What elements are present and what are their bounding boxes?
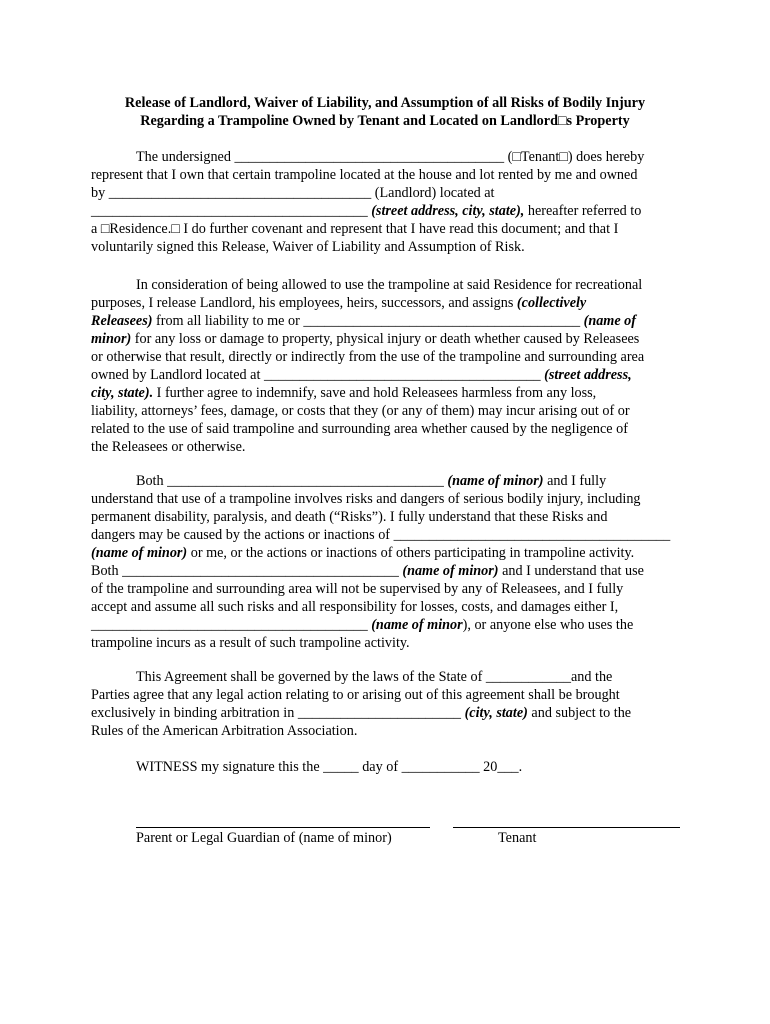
field-hint: (name of minor) [402,563,499,579]
paragraph-line: liability, attorneys’ fees, damage, or costs that they (or any of them) may incur arising out of or [91,403,630,419]
paragraph-line [91,330,691,348]
field-hint: city, state). [91,385,154,401]
guardian-signature-line[interactable] [136,827,430,828]
paragraph-line: trampoline incurs as a result of such trampoline activity. [91,635,410,651]
text-run: Both _______________________________________ [136,473,448,489]
field-hint: (name of minor [371,617,463,633]
text-run: from all liability to me or _______________________________________ [152,313,584,329]
paragraph-governing-law [91,668,691,740]
guardian-signature-label: Parent or Legal Guardian of (name of minor) [136,830,392,846]
blank-line: _______________________________________ [91,617,372,633]
paragraph-line: a □Residence.□ I do further covenant and represent that I have read this document; and that I [91,221,619,237]
paragraph-line [91,544,691,562]
paragraph-line [91,616,691,634]
tenant-signature-line[interactable] [453,827,680,828]
paragraph-line: understand that use of a trampoline involves risks and dangers of serious bodily injury, including [91,491,641,507]
field-hint: (name of minor) [447,473,544,489]
document-title-line-2: Regarding a Trampoline Owned by Tenant and Located on Landlord□s Property [140,113,630,129]
field-hint: (city, state) [464,705,528,721]
text-run: owned by Landlord located at _______________________________________ [91,367,545,383]
field-hint: (name of [583,313,637,329]
tenant-signature-label: Tenant [498,830,537,846]
paragraph-release [91,276,691,456]
text-run: ), or anyone else who uses the [462,617,634,633]
paragraph-line: Parties agree that any legal action relating to or arising out of this agreement shall be brought [91,687,620,703]
paragraph-line: represent that I own that certain trampoline located at the house and lot rented by me and owned [91,167,638,183]
document-title-line-1: Release of Landlord, Waiver of Liability, and Assumption of all Risks of Bodily Injury [124,95,646,111]
paragraph-line: dangers may be caused by the actions or inactions of _______________________________________ [91,527,671,543]
paragraph-line [91,202,691,220]
paragraph-line: The undersigned ______________________________________ (□Tenant□) does hereby [136,149,645,165]
paragraph-line [91,366,691,384]
paragraph-line: by _____________________________________ (Landlord) located at [91,185,495,201]
text-run: I further agree to indemnify, save and hold Releasees harmless from any loss, [153,385,597,401]
paragraph-line: This Agreement shall be governed by the laws of the State of ____________and the [136,669,613,685]
text-run: for any loss or damage to property, physical injury or death whether caused by Releasees [131,331,640,347]
paragraph-line: of the trampoline and surrounding area will not be supervised by any of Releasees, and I fully [91,581,624,597]
paragraph-line: accept and assume all such risks and all responsibility for losses, costs, and damages either I, [91,599,619,615]
paragraph-line: or otherwise that result, directly or indirectly from the use of the trampoline and surrounding area [91,349,645,365]
text-run: purposes, I release Landlord, his employees, heirs, successors, and assigns [91,295,517,311]
text-run: or me, or the actions or inactions of others participating in trampoline activity. [187,545,635,561]
paragraph-tenant-representation [91,148,691,256]
paragraph-line: permanent disability, paralysis, and death (“Risks”). I fully understand that these Risks and [91,509,608,525]
paragraph-line [91,384,691,402]
paragraph-line: the Releasees or otherwise. [91,439,246,455]
paragraph-line: voluntarily signed this Release, Waiver of Liability and Assumption of Risk. [91,239,525,255]
paragraph-line [91,294,691,312]
text-run: and I fully [543,473,607,489]
text-run: and subject to the [527,705,632,721]
paragraph-assumption-of-risk [91,472,691,652]
paragraph-line: Rules of the American Arbitration Association. [91,723,358,739]
field-hint: Releasees) [91,313,153,329]
witness-statement: WITNESS my signature this the _____ day of ___________ 20___. [136,759,523,775]
field-hint: (collectively [516,295,587,311]
field-hint: (street address, [544,367,632,383]
text-run: and I understand that use [498,563,644,579]
blank-line: _______________________________________ [91,203,368,219]
paragraph-line: In consideration of being allowed to use the trampoline at said Residence for recreational [136,277,643,293]
paragraph-line [91,704,691,722]
text-run: exclusively in binding arbitration in _______________________ [91,705,465,721]
text-run: Both _______________________________________ [91,563,403,579]
paragraph-line [91,472,691,490]
text-run: hereafter referred to [524,203,642,219]
paragraph-line [91,562,691,580]
field-hint: (street address, city, state), [367,203,525,219]
field-hint: minor) [91,331,132,347]
field-hint: (name of minor) [91,545,188,561]
paragraph-line: related to the use of said trampoline and surrounding area whether caused by the negligence of [91,421,628,437]
paragraph-line [91,312,691,330]
